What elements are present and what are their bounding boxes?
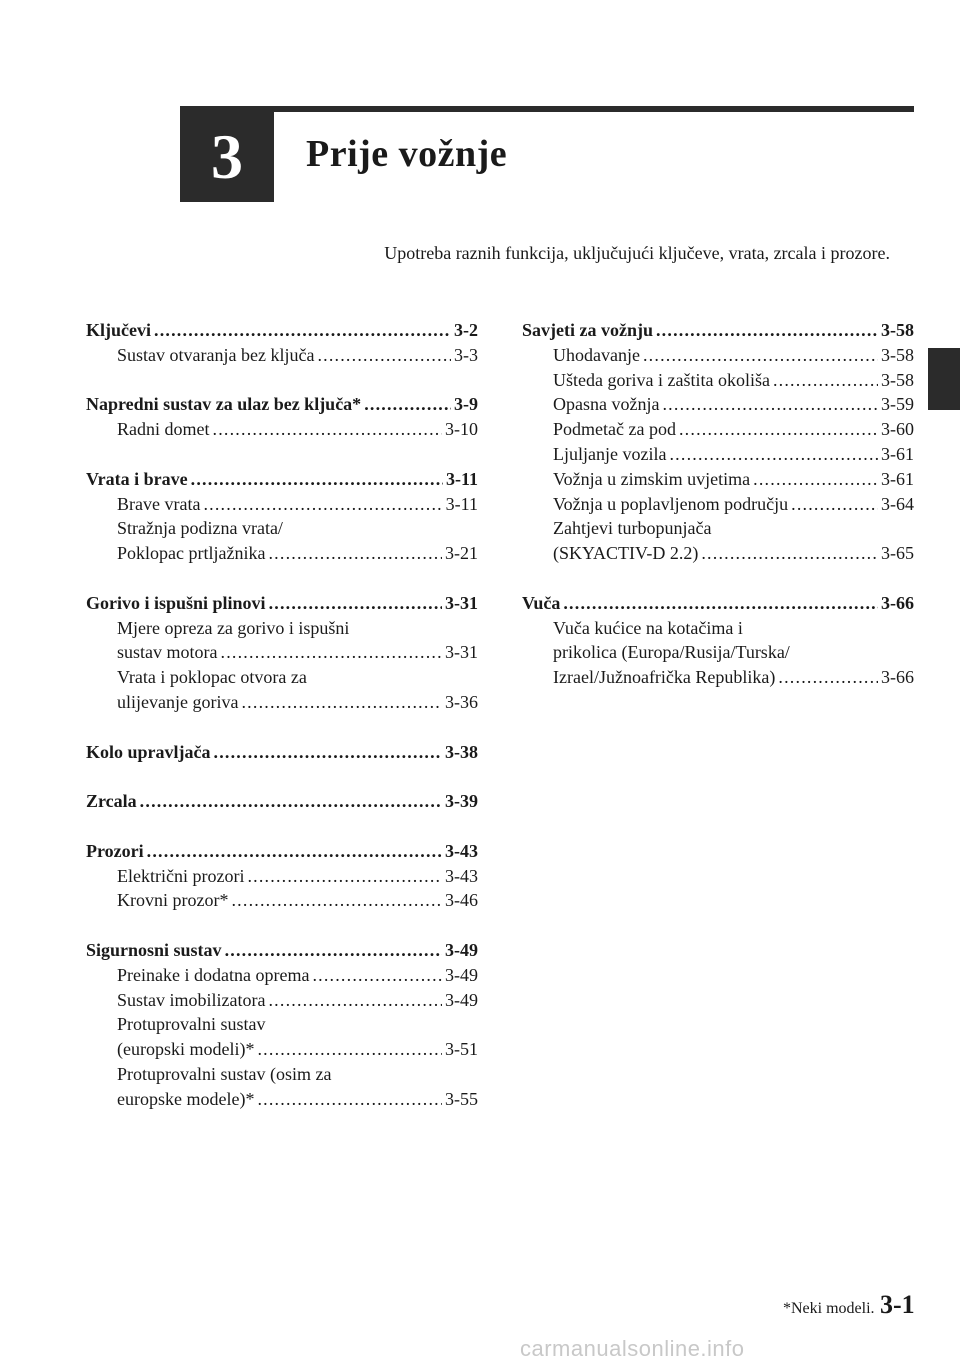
leader-dots bbox=[791, 492, 878, 517]
toc-subentry[interactable] bbox=[522, 665, 914, 690]
leader-dots bbox=[656, 318, 878, 343]
toc-subentry[interactable] bbox=[522, 392, 914, 417]
toc-left-column bbox=[86, 318, 478, 1136]
toc-section bbox=[86, 467, 478, 566]
toc-subentry-label: Preinake i dodatna oprema bbox=[117, 964, 310, 985]
toc-subentry-line: Vrata i poklopac otvora za bbox=[117, 667, 307, 688]
toc-entry-page: 3-11 bbox=[445, 468, 478, 489]
toc-subentry-page: 3-21 bbox=[445, 543, 478, 564]
toc-entry[interactable] bbox=[86, 318, 478, 343]
toc-subentry[interactable] bbox=[86, 963, 478, 988]
footnote: *Neki modeli. bbox=[783, 1300, 875, 1317]
toc-subentry-label: (SKYACTIV-D 2.2) bbox=[553, 543, 699, 564]
toc-subentry-page: 3-46 bbox=[445, 890, 478, 911]
toc-entry-label: Vrata i brave bbox=[86, 468, 188, 489]
toc-subentry-page: 3-58 bbox=[881, 369, 914, 390]
leader-dots bbox=[669, 442, 878, 467]
toc-subentry[interactable] bbox=[86, 690, 478, 715]
toc-subentry-label: Uhodavanje bbox=[553, 344, 640, 365]
toc-entry-label: Savjeti za vožnju bbox=[522, 320, 653, 340]
toc-section bbox=[86, 392, 478, 442]
toc-entry-label: Napredni sustav za ulaz bez ključa* bbox=[86, 394, 362, 415]
toc-entry-label: Sigurnosni sustav bbox=[86, 939, 222, 960]
toc-subentry-label: europske modele)* bbox=[117, 1088, 255, 1109]
toc-subentry[interactable] bbox=[86, 417, 478, 442]
toc-entry-page: 3-39 bbox=[445, 791, 478, 812]
toc-entry-page: 3-58 bbox=[881, 320, 914, 340]
chapter-subtitle: Upotreba raznih funkcija, uključujući ključeve, vrata, zrcala i prozore. bbox=[384, 243, 890, 263]
toc-subentry-page: 3-3 bbox=[454, 344, 478, 365]
toc-subentry-line: Protuprovalni sustav bbox=[117, 1014, 266, 1035]
toc-subentry-page: 3-36 bbox=[445, 691, 478, 712]
toc-entry-page: 3-38 bbox=[445, 741, 478, 762]
toc-subentry-page: 3-60 bbox=[881, 419, 914, 440]
toc-right-column bbox=[522, 318, 914, 715]
toc-subentry-page: 3-10 bbox=[445, 419, 478, 440]
chapter-number-box bbox=[180, 112, 274, 202]
toc-subentry-page: 3-65 bbox=[881, 543, 914, 564]
toc-subentry[interactable] bbox=[522, 467, 914, 492]
toc-subentry-line: Vuča kućice na kotačima i bbox=[553, 617, 743, 638]
toc-section bbox=[86, 591, 478, 715]
toc-subentry-line: Protuprovalni sustav (osim za bbox=[117, 1063, 332, 1084]
toc-subentry-page: 3-31 bbox=[445, 642, 478, 663]
leader-dots bbox=[213, 417, 443, 442]
toc-entry[interactable] bbox=[86, 789, 478, 814]
toc-subentry-label: Izrael/Južnoafrička Republika) bbox=[553, 667, 776, 688]
leader-dots bbox=[268, 541, 442, 566]
toc-entry-label: Ključevi bbox=[86, 320, 151, 340]
toc-subentry-page: 3-61 bbox=[881, 468, 914, 489]
toc-subentry-label: Vožnja u zimskim uvjetima bbox=[553, 468, 751, 489]
leader-dots bbox=[225, 938, 442, 963]
toc-entry[interactable] bbox=[86, 839, 478, 864]
leader-dots bbox=[191, 467, 443, 492]
toc-subentry[interactable] bbox=[522, 541, 914, 566]
toc-entry-page: 3-43 bbox=[445, 840, 478, 861]
toc-subentry[interactable] bbox=[522, 343, 914, 368]
leader-dots bbox=[268, 988, 442, 1013]
toc-subentry-label: Podmetač za pod bbox=[553, 419, 676, 440]
toc-subentry-page: 3-58 bbox=[881, 344, 914, 365]
toc-subentry[interactable] bbox=[86, 541, 478, 566]
leader-dots bbox=[231, 888, 442, 913]
toc-entry-page: 3-49 bbox=[445, 939, 478, 960]
leader-dots bbox=[257, 1037, 442, 1062]
leader-dots bbox=[753, 467, 878, 492]
chapter-side-tab bbox=[928, 348, 960, 410]
toc-subentry-page: 3-51 bbox=[445, 1039, 478, 1060]
leader-dots bbox=[221, 640, 443, 665]
toc-subentry-page: 3-49 bbox=[445, 964, 478, 985]
toc-subentry-line: Zahtjevi turbopunjača bbox=[553, 518, 712, 539]
leader-dots bbox=[778, 665, 878, 690]
toc-section bbox=[522, 318, 914, 566]
leader-dots bbox=[154, 318, 451, 343]
toc-subentry-label: Sustav imobilizatora bbox=[117, 989, 266, 1010]
leader-dots bbox=[269, 591, 442, 616]
toc-subentry-label: sustav motora bbox=[117, 642, 218, 663]
toc-section bbox=[86, 789, 478, 814]
toc-subentry-page: 3-61 bbox=[881, 443, 914, 464]
leader-dots bbox=[773, 368, 878, 393]
toc-section bbox=[86, 839, 478, 913]
toc-subentry-label: Opasna vožnja bbox=[553, 394, 660, 415]
leader-dots bbox=[140, 789, 442, 814]
leader-dots bbox=[203, 492, 442, 517]
toc-subentry[interactable] bbox=[86, 988, 478, 1013]
leader-dots bbox=[312, 963, 442, 988]
toc-entry[interactable] bbox=[522, 318, 914, 343]
leader-dots bbox=[662, 392, 878, 417]
leader-dots bbox=[643, 343, 878, 368]
chapter-title: Prije vožnje bbox=[306, 133, 508, 175]
toc-entry[interactable] bbox=[522, 591, 914, 616]
toc-entry-label: Vuča bbox=[522, 592, 561, 613]
toc-subentry-line: Stražnja podizna vrata/ bbox=[117, 518, 283, 539]
toc-subentry[interactable] bbox=[86, 640, 478, 665]
toc-subentry-label: Poklopac prtljažnika bbox=[117, 543, 266, 564]
leader-dots bbox=[317, 343, 451, 368]
toc-subentry-page: 3-43 bbox=[445, 865, 478, 886]
toc-subentry-label: (europski modeli)* bbox=[117, 1039, 255, 1060]
leader-dots bbox=[257, 1087, 442, 1112]
toc-entry[interactable] bbox=[86, 740, 478, 765]
toc-subentry-label: Električni prozori bbox=[117, 865, 245, 886]
toc-subentry-label: ulijevanje goriva bbox=[117, 691, 239, 712]
toc-subentry[interactable] bbox=[86, 1037, 478, 1062]
toc-section bbox=[86, 938, 478, 1112]
leader-dots bbox=[247, 864, 442, 889]
toc-subentry[interactable] bbox=[522, 492, 914, 517]
toc-subentry-label: Radni domet bbox=[117, 419, 210, 440]
leader-dots bbox=[563, 591, 878, 616]
toc-subentry[interactable] bbox=[86, 343, 478, 368]
toc-subentry-label: Sustav otvaranja bez ključa bbox=[117, 344, 315, 365]
toc-entry-page: 3-2 bbox=[454, 320, 478, 340]
toc-subentry[interactable] bbox=[86, 864, 478, 889]
toc-section bbox=[86, 740, 478, 765]
toc-subentry-page: 3-64 bbox=[881, 493, 914, 514]
toc-section bbox=[86, 318, 478, 368]
toc-subentry-page: 3-66 bbox=[881, 667, 914, 688]
toc-subentry-label: Ušteda goriva i zaštita okoliša bbox=[553, 369, 770, 390]
toc-entry-label: Zrcala bbox=[86, 791, 137, 812]
toc-subentry[interactable] bbox=[86, 1087, 478, 1112]
leader-dots bbox=[701, 541, 878, 566]
leader-dots bbox=[214, 740, 443, 765]
leader-dots bbox=[364, 392, 451, 417]
toc-subentry-page: 3-49 bbox=[445, 989, 478, 1010]
watermark: carmanualsonline.info bbox=[520, 1336, 745, 1361]
leader-dots bbox=[147, 839, 442, 864]
toc-entry-label: Kolo upravljača bbox=[86, 741, 211, 762]
toc-subentry[interactable] bbox=[522, 442, 914, 467]
toc-entry-page: 3-66 bbox=[881, 592, 914, 613]
toc-section bbox=[522, 591, 914, 690]
toc-entry[interactable] bbox=[86, 591, 478, 616]
toc-subentry-line: Mjere opreza za gorivo i ispušni bbox=[117, 617, 350, 638]
toc-subentry-page: 3-55 bbox=[445, 1088, 478, 1109]
toc-subentry-page: 3-59 bbox=[881, 394, 914, 415]
toc-subentry-line: prikolica (Europa/Rusija/Turska/ bbox=[553, 642, 790, 663]
toc-entry-label: Gorivo i ispušni plinovi bbox=[86, 592, 266, 613]
page-number: 3-1 bbox=[880, 1290, 915, 1319]
toc-subentry[interactable] bbox=[86, 492, 478, 517]
leader-dots bbox=[241, 690, 442, 715]
toc-subentry-label: Ljuljanje vozila bbox=[553, 443, 667, 464]
toc-subentry[interactable] bbox=[86, 888, 478, 913]
toc-subentry-label: Krovni prozor* bbox=[117, 890, 229, 911]
toc-entry[interactable] bbox=[86, 467, 478, 492]
toc-entry-page: 3-9 bbox=[454, 394, 478, 415]
toc-subentry-label: Brave vrata bbox=[117, 493, 201, 514]
toc-subentry[interactable] bbox=[522, 417, 914, 442]
toc-entry-label: Prozori bbox=[86, 840, 144, 861]
chapter-number: 3 bbox=[211, 121, 243, 192]
title-rule bbox=[180, 106, 914, 112]
leader-dots bbox=[679, 417, 878, 442]
toc-subentry-page: 3-11 bbox=[445, 493, 478, 514]
toc-subentry[interactable] bbox=[522, 368, 914, 393]
toc-entry[interactable] bbox=[86, 392, 478, 417]
toc-entry-page: 3-31 bbox=[445, 592, 478, 613]
toc-entry[interactable] bbox=[86, 938, 478, 963]
toc-subentry-label: Vožnja u poplavljenom području bbox=[553, 493, 789, 514]
